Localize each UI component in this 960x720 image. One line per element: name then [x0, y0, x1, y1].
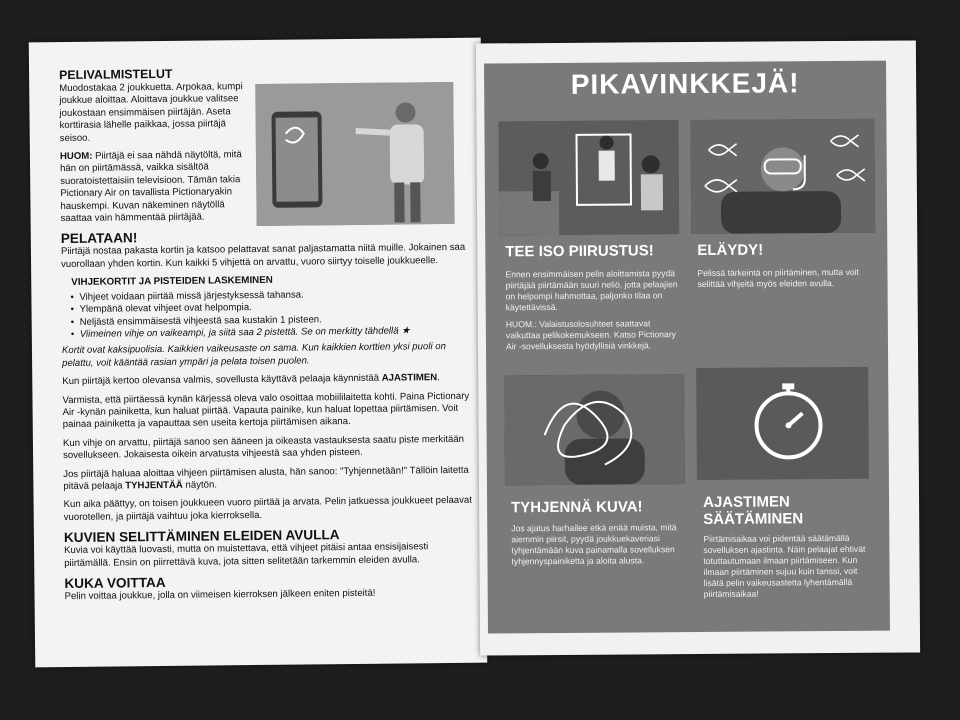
- card2-title: ELÄYDY!: [697, 241, 764, 260]
- guess-paragraph: Kun vihje on arvattu, piirtäjä sanoo sen ääneen ja oikeasta vastauksesta saatu piste merkitään sovellukseen. Jokaisesta oikein arvatusta vihjeestä saa yhden pisteen.: [62, 433, 465, 462]
- play-title: PELATAAN!: [60, 230, 138, 247]
- tip-last-text: Viimeinen vihje on vaikeampi, ja siitä saa 2 pistettä. Se on merkitty tähdellä: [79, 325, 399, 340]
- tip-item: • Neljästä ensimmäisestä vihjeestä saa kustakin 1 pisteen.: [80, 312, 472, 329]
- gesture-text: Kuvia voi käyttää luovasti, mutta on muistettava, että vihjeet pitäisi antaa ensisijaisesti piirtämällä. Ensin on piirrettävä kuva, jota sitten selitetään tarkemmin eleiden avulla.: [64, 541, 429, 569]
- restart-post: näytön.: [182, 479, 218, 491]
- card3-text: Jos ajatus harhailee etkä enää muista, mitä aiemmin piirsit, pyydä joukkuekaveriasi tyhjentämään kuva painamalla sovelluksen tyhjennyspainiketta ja aloita alusta.: [511, 522, 677, 567]
- note-text: Piirtäjä ei saa nähdä näytöltä, mitä hän on piirtämässä, vaikka sisältöä suoratoistettaisiin televisioon. Tämän takia Pictionary Air on tavallista Pictionaryakin hauskempi. Kuvan näkeminen näytöllä saattaa vain hämmentää piirtäjää.: [60, 149, 242, 225]
- card1-note: HUOM.: Valaistusolosuhteet saattavat vaikuttaa pelikokemukseen. Katso Pictionary Air -sovelluksesta hyödyllisiä vinkkejä.: [505, 318, 677, 352]
- play-text: Piirtäjä nostaa pakasta kortin ja katsoo pelattavat sanat paljastamatta niitä muille. Jokainen saa vuorollaan yhden kortin. Kun kaikki 5 vihjettä on arvattu, vuoro siirtyy toiselle joukkueelle.: [60, 242, 466, 270]
- clear-image-photo: [504, 374, 685, 485]
- right-page: [476, 40, 920, 655]
- prep-section: [59, 66, 251, 225]
- act-it-out-photo: [690, 119, 875, 234]
- timer-paragraph: [62, 372, 472, 389]
- winner-text: Pelin voittaa joukkue, jolla on viimeisen kierroksen jälkeen eniten pisteitä!: [64, 587, 376, 603]
- quick-tips-title: PIKAVINKKEJÄ!: [570, 67, 800, 100]
- tip-item: • Ylempänä olevat vihjeet ovat helpompia.: [79, 300, 471, 317]
- players-photo: [255, 82, 454, 226]
- note-paragraph: [60, 149, 251, 225]
- card2-text: Pelissä tärkeintä on piirtäminen, mutta voit selittää vihjeitä myös eleiden avulla.: [697, 266, 859, 290]
- left-page: [29, 38, 488, 668]
- note-label: HUOM:: [59, 150, 93, 163]
- double-sided-text: Kortit ovat kaksipuolisia. Kaikkien vaikeusaste on sama. Kun kaikkien korttien yksi puoli on pelattu, voit kääntää rasian ympäri ja pelata toisen puolen.: [61, 341, 446, 369]
- big-drawing-photo: [498, 120, 679, 235]
- card4-title: [703, 493, 803, 528]
- card3-title: TYHJENNÄ KUVA!: [511, 498, 643, 517]
- timer-bold: AJASTIMEN: [381, 372, 438, 384]
- star-icon: ★: [401, 325, 411, 337]
- prep-text: Muodostakaa 2 joukkuetta. Arpokaa, kumpi joukkue aloittaa. Aloittava joukkue valitsee joukostaan ensimmäisen piirtäjän. Aseta korttirasia lähelle paikkaa, jossa piirtäjä seisoo.: [59, 81, 243, 144]
- big-drawing-illustration: [498, 120, 679, 235]
- timer-post: .: [437, 372, 440, 384]
- restart-pre: Jos piirtäjä haluaa aloittaa vihjeen piirtämisen alusta, hän sanoo: "Tyhjennetään!" Tällöin laitetta pitävä pelaaja: [63, 464, 469, 493]
- card1-title: TEE ISO PIIRUSTUS!: [505, 242, 654, 261]
- players-illustration: [255, 82, 454, 226]
- prep-title: PELIVALMISTELUT: [59, 66, 173, 83]
- restart-paragraph: [63, 464, 473, 493]
- card4-title-line1: AJASTIMEN: [703, 493, 790, 511]
- scoring-title: VIHJEKORTIT JA PISTEIDEN LASKEMINEN: [71, 275, 273, 289]
- double-sided-note: [62, 341, 472, 370]
- card4-title-line2: SÄÄTÄMINEN: [703, 510, 804, 528]
- winner-title: KUKA VOITTAA: [64, 574, 166, 592]
- tips-panel: [484, 61, 890, 634]
- stopwatch-icon: [746, 379, 831, 464]
- pen-paragraph: Varmista, että piirtäessä kynän kärjessä oleva valo osoittaa mobiililaitetta kohti. Paina Pictionary Air -kynän painiketta, kun haluat piirtää. Vapauta painike, kun haluat lopettaa piirtämisen. Voit painaa painiketta ja vapauttaa sen useita kertoja piirtämisen aikana.: [62, 390, 470, 431]
- card4-text: Piirtämisaikaa voi pidentää säätämällä sovelluksen ajastinta. Näin pelaajat ehtivät totuttautumaan ilmaan piirtämiseen. Kun ilmaan piirtäminen sujuu kuin tanssi, voit lisätä pelin vaikeusastetta lyhentämällä piirtämisaikaa!: [703, 532, 866, 599]
- card1-text: Ennen ensimmäisen pelin aloittamista pyydä piirtäjää piirtämään suuri neliö, jotta pelaajien on helpompi hahmottaa, paljonko tilaa on käytettävissä.: [505, 268, 678, 313]
- snorkel-illustration: [690, 119, 875, 234]
- gesture-title: KUVIEN SELITTÄMINEN ELEIDEN AVULLA: [63, 527, 340, 546]
- time-paragraph: Kun aika päättyy, on toisen joukkueen vuoro piirtää ja arvata. Pelin jatkuessa joukkueet pelaavat vuorotellen, ja piirtäjä vaihtuu joka kierroksella.: [63, 495, 472, 523]
- restart-bold: TYHJENTÄÄ: [125, 479, 183, 492]
- tips-list: [61, 287, 471, 341]
- timer-pre: Kun piirtäjä kertoo olevansa valmis, sovellusta käyttävä pelaaja käynnistää: [62, 372, 382, 388]
- tip-item: • Vihjeet voidaan piirtää missä järjestyksessä tahansa.: [79, 287, 471, 304]
- scribble-illustration: [504, 374, 685, 485]
